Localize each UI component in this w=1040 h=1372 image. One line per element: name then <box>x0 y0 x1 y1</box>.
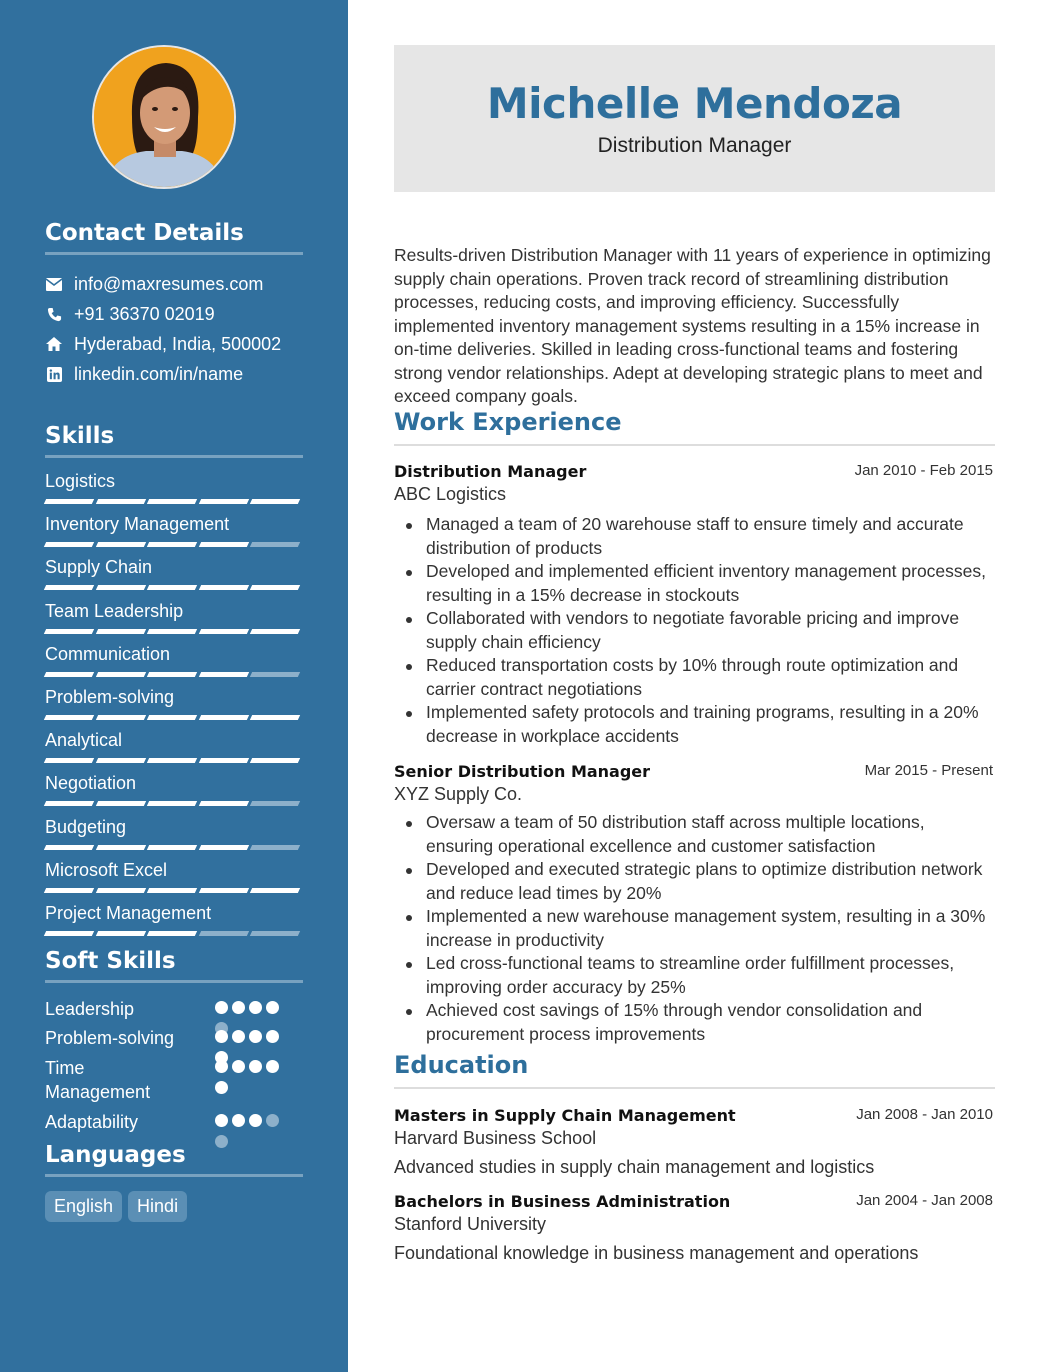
job-bullet: Managed a team of 20 warehouse staff to ensure timely and accurate distribution of products <box>394 513 995 560</box>
avatar-portrait-icon <box>94 47 234 187</box>
job-company: XYZ Supply Co. <box>394 784 523 804</box>
sidebar <box>0 0 348 1372</box>
skill-level-segment <box>147 931 197 936</box>
soft-skill-dot <box>232 1060 245 1073</box>
skill-level-segment <box>147 845 197 850</box>
skill-level-segment <box>95 499 145 504</box>
job-bullets <box>394 811 995 1046</box>
contact-section <box>45 220 303 389</box>
skill-level-segment <box>199 499 249 504</box>
skill-name: Negotiation <box>45 773 137 794</box>
languages-heading: Languages <box>45 1142 303 1177</box>
language-tag: Hindi <box>128 1191 187 1222</box>
soft-skill-dot <box>249 1060 262 1073</box>
skill-item <box>45 771 303 814</box>
skill-item <box>45 728 303 771</box>
skill-level-segment <box>199 715 249 720</box>
skill-name: Logistics <box>45 471 116 491</box>
skill-level-segment <box>250 931 300 936</box>
language-tag: English <box>45 1191 122 1222</box>
job-bullet: Implemented a new warehouse management system, resulting in a 30% increase in productivity <box>394 905 995 952</box>
skill-level-segment <box>95 931 145 936</box>
soft-skill-dot <box>232 1114 245 1127</box>
education-description: Advanced studies in supply chain management and logistics <box>394 1157 875 1177</box>
contact-address <box>45 329 303 359</box>
skill-level-segment <box>147 542 197 547</box>
envelope-icon <box>45 275 63 293</box>
soft-skills-list <box>45 997 303 1147</box>
skill-level-segment <box>199 629 249 634</box>
skill-level-segment <box>250 629 300 634</box>
skill-level-bar <box>45 758 303 763</box>
skill-name: Analytical <box>45 730 123 751</box>
skill-level-segment <box>44 672 94 677</box>
job-date: Mar 2015 - Present <box>864 762 993 779</box>
contact-address-text: Hyderabad, India, 500002 <box>74 333 282 354</box>
skill-level-bar <box>45 499 303 504</box>
skill-name: Communication <box>45 643 171 664</box>
work-experience-heading: Work Experience <box>394 408 995 446</box>
skill-level-segment <box>250 888 300 893</box>
job-bullet: Developed and executed strategic plans to optimize distribution network and reduce lead times by 20% <box>394 858 995 905</box>
avatar <box>92 45 236 189</box>
job-bullet: Oversaw a team of 50 distribution staff across multiple locations, ensuring operational excellence and customer satisfaction <box>394 811 995 858</box>
skill-item <box>45 858 303 901</box>
skill-level-segment <box>44 542 94 547</box>
skill-level-segment <box>250 499 300 504</box>
skill-level-bar <box>45 845 303 850</box>
skill-level-segment <box>199 672 249 677</box>
skill-level-segment <box>147 499 197 504</box>
skill-name: Budgeting <box>45 816 127 837</box>
skill-level-segment <box>147 672 197 677</box>
soft-skill-dot <box>249 1114 262 1127</box>
skill-level-segment <box>250 715 300 720</box>
soft-skill-dot <box>215 1030 228 1043</box>
skill-item <box>45 599 303 642</box>
skill-name: Inventory Management <box>45 514 230 535</box>
skill-name: Supply Chain <box>45 557 153 578</box>
education-school: Harvard Business School <box>394 1128 597 1148</box>
education-entry <box>394 1106 995 1178</box>
skill-item <box>45 555 303 598</box>
skill-level-segment <box>44 715 94 720</box>
skill-name: Project Management <box>45 902 212 923</box>
skill-level-segment <box>44 931 94 936</box>
skill-level-segment <box>147 801 197 806</box>
skill-level-segment <box>199 585 249 590</box>
work-experience-section <box>394 408 995 1046</box>
skill-level-segment <box>44 585 94 590</box>
job-date: Jan 2010 - Feb 2015 <box>854 462 993 479</box>
skill-level-bar <box>45 585 303 590</box>
education-school: Stanford University <box>394 1214 547 1234</box>
skill-level-segment <box>44 845 94 850</box>
skill-level-segment <box>250 801 300 806</box>
contact-heading: Contact Details <box>45 220 303 255</box>
skill-level-segment <box>95 801 145 806</box>
skills-heading: Skills <box>45 423 303 458</box>
skill-level-segment <box>250 672 300 677</box>
job-bullet: Developed and implemented efficient inventory management processes, resulting in a 15% decrease in stockouts <box>394 560 995 607</box>
soft-skill-dot <box>249 1001 262 1014</box>
skill-level-segment <box>147 758 197 763</box>
languages-section <box>45 1142 303 1222</box>
skill-level-segment <box>147 888 197 893</box>
job-bullet: Collaborated with vendors to negotiate favorable pricing and improve supply chain efficiency <box>394 607 995 654</box>
education-date: Jan 2004 - Jan 2008 <box>856 1192 993 1209</box>
skill-level-segment <box>95 629 145 634</box>
contact-linkedin-text: linkedin.com/in/name <box>74 363 244 384</box>
skills-list <box>45 469 303 944</box>
soft-skill-dot <box>215 1081 228 1094</box>
soft-skills-section <box>45 948 303 1147</box>
skill-level-segment <box>147 585 197 590</box>
education-degree: Bachelors in Business Administration <box>394 1192 731 1211</box>
skill-level-segment <box>147 715 197 720</box>
job-bullet: Reduced transportation costs by 10% through route optimization and carrier contract negotiations <box>394 654 995 701</box>
education-heading: Education <box>394 1051 995 1089</box>
soft-skill-dot <box>215 1060 228 1073</box>
education-degree: Masters in Supply Chain Management <box>394 1106 736 1125</box>
soft-skill-dot <box>266 1030 279 1043</box>
skill-level-bar <box>45 801 303 806</box>
education-entry <box>394 1192 995 1264</box>
skill-item <box>45 901 303 944</box>
soft-skill-dot <box>215 1114 228 1127</box>
job-company: ABC Logistics <box>394 484 507 504</box>
job-bullet: Achieved cost savings of 15% through vendor consolidation and procurement process improvements <box>394 999 995 1046</box>
soft-skill-level-dots <box>215 1060 287 1102</box>
skill-level-segment <box>95 715 145 720</box>
skill-level-bar <box>45 629 303 634</box>
contact-phone[interactable] <box>45 299 303 329</box>
skill-level-segment <box>199 758 249 763</box>
skill-level-bar <box>45 888 303 893</box>
skill-level-segment <box>95 845 145 850</box>
skills-section <box>45 423 303 944</box>
contact-email-text: info@maxresumes.com <box>74 273 264 294</box>
skill-level-segment <box>147 629 197 634</box>
soft-skill-name: Leadership <box>45 999 135 1019</box>
candidate-name: Michelle Mendoza <box>486 79 903 128</box>
soft-skill-dot <box>266 1114 279 1127</box>
candidate-title: Distribution Manager <box>597 134 792 157</box>
skill-level-bar <box>45 542 303 547</box>
soft-skill-name: Adaptability <box>45 1112 139 1132</box>
soft-skill-dot <box>266 1060 279 1073</box>
summary: Results-driven Distribution Manager with 11 years of experience in optimizing supply chain operations. Proven track record of streamlining distribution processes, reducing costs, and improving efficiency. Successfully implemented inventory management systems resulting in a 15% increase in on-time deliveries. Skilled in leading cross-functional teams and fostering strong vendor relationships. Adept at developing strategic plans to meet and exceed company goals. <box>394 245 991 406</box>
soft-skill-name: Time Management <box>45 1058 151 1102</box>
linkedin-icon <box>45 365 63 383</box>
skill-level-segment <box>44 758 94 763</box>
skill-level-segment <box>95 542 145 547</box>
skill-item <box>45 685 303 728</box>
contact-phone-text: +91 36370 02019 <box>74 303 215 324</box>
skill-level-segment <box>199 888 249 893</box>
home-icon <box>45 335 63 353</box>
skill-level-segment <box>44 801 94 806</box>
soft-skill-dot <box>266 1001 279 1014</box>
resume-header <box>394 45 995 192</box>
skill-level-segment <box>250 758 300 763</box>
soft-skills-heading: Soft Skills <box>45 948 303 983</box>
skill-level-segment <box>44 629 94 634</box>
education-date: Jan 2008 - Jan 2010 <box>856 1106 993 1123</box>
skill-level-segment <box>199 801 249 806</box>
education-section <box>394 1051 995 1264</box>
skill-level-segment <box>44 888 94 893</box>
skill-item <box>45 815 303 858</box>
contact-linkedin[interactable] <box>45 359 303 389</box>
skill-level-bar <box>45 672 303 677</box>
job-bullet: Implemented safety protocols and training programs, resulting in a 20% decrease in workplace accidents <box>394 701 995 748</box>
skill-name: Microsoft Excel <box>45 859 168 880</box>
skill-level-segment <box>95 585 145 590</box>
skill-level-segment <box>250 542 300 547</box>
soft-skill-name: Problem-solving <box>45 1028 175 1048</box>
skill-level-segment <box>250 845 300 850</box>
soft-skill-dot <box>232 1030 245 1043</box>
skill-level-segment <box>95 888 145 893</box>
job-title: Distribution Manager <box>394 462 587 481</box>
skill-level-segment <box>199 542 249 547</box>
skill-level-segment <box>250 585 300 590</box>
skill-level-segment <box>44 499 94 504</box>
skill-level-segment <box>199 845 249 850</box>
job-bullets <box>394 513 995 748</box>
education-description: Foundational knowledge in business management and operations <box>394 1243 919 1263</box>
skill-level-segment <box>95 672 145 677</box>
contact-email[interactable] <box>45 269 303 299</box>
job-entry <box>394 462 995 748</box>
soft-skill-dot <box>232 1001 245 1014</box>
job-title: Senior Distribution Manager <box>394 762 651 781</box>
skill-name: Problem-solving <box>45 686 175 707</box>
job-bullet: Led cross-functional teams to streamline order fulfillment processes, improving order accuracy by 25% <box>394 952 995 999</box>
skill-item <box>45 469 303 512</box>
skill-level-bar <box>45 931 303 936</box>
job-entry <box>394 762 995 1046</box>
skill-level-segment <box>95 758 145 763</box>
soft-skill-dot <box>215 1001 228 1014</box>
skill-level-segment <box>199 931 249 936</box>
skill-level-bar <box>45 715 303 720</box>
skill-item <box>45 642 303 685</box>
phone-icon <box>45 305 63 323</box>
soft-skill-dot <box>249 1030 262 1043</box>
skill-item <box>45 512 303 555</box>
skill-name: Team Leadership <box>45 600 184 621</box>
